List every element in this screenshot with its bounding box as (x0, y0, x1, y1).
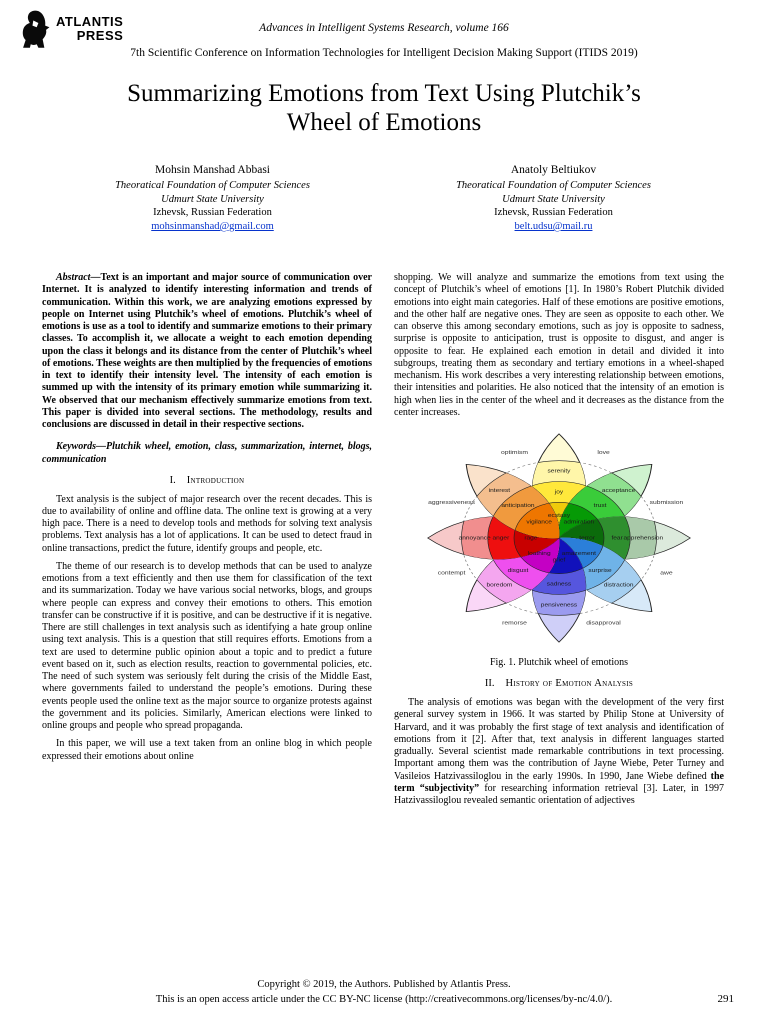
author-1-affiliation: Theoratical Foundation of Computer Sciences (115, 179, 310, 191)
keywords-text: Plutchik wheel, emotion, class, summarization, internet, blogs, communication (42, 441, 372, 465)
section-1-number: I. (169, 474, 176, 486)
author-1-email-link[interactable]: mohsinmanshad@gmail.com (151, 220, 274, 232)
emotion-label-apprehension: apprehension (623, 535, 664, 542)
emotion-label-disgust: disgust (507, 568, 529, 574)
author-2-affiliation: Theoratical Foundation of Computer Sciences (456, 179, 651, 191)
emotion-label-sadness: sadness (546, 581, 572, 588)
author-2-city: Izhevsk, Russian Federation (494, 207, 613, 219)
keywords-paragraph (42, 441, 372, 466)
plutchik-wheel-svg (409, 425, 709, 651)
abstract-lead: Abstract (56, 272, 91, 283)
section-2-number: II. (484, 678, 495, 690)
dyad-label-contempt: contempt (437, 570, 466, 577)
section-2-title: History of Emotion Analysis (505, 678, 634, 690)
history-text-post: for researching information retrieval [3]. Later, in 1997 Hatzivassiloglou revealed semantic orientation of adjectives (394, 782, 724, 807)
emotion-label-vigilance: vigilance (526, 520, 552, 526)
journal-line: Advances in Intelligent Systems Research, volume 166 (259, 22, 509, 34)
emotion-label-fear: fear (611, 535, 623, 542)
author-2-name: Anatoly Beltiukov (510, 164, 597, 176)
emotion-label-rage: rage (524, 535, 538, 542)
intro-paragraph-1: Text analysis is the subject of major research over the recent decades. This is due to availability of online and offline data. The online text is growing at a very high pace. There is a need to develop tools and methods for solving text analysis problems. Text analysis has a lot of applications. It can be used to detect fraud in online transactions, predict the future, identify groups and people, etc. (42, 493, 372, 554)
emotion-label-ecstasy: ecstasy (547, 513, 571, 519)
continuation-paragraph: shopping. We will analyze and summarize the emotions from text using the concept of Plutchik’s wheel of emotions [1]. In 1980’s Robert Plutchik divided emotions into eight main categories. Half of these emotions are positive emotions, and the other half are negative ones. They are seen as opposite to each other. We can observe this among secondary emotions, such as joy is opposite to sadness, surprise is opposite to anticipation, trust is opposite to disgust, and anger is opposite to fear. He explained each emotion in detail and divided it into subgroups, treating them as secondary and tertiary emotions in a wheel-shaped mechanism. His work describes a very interesting relationship between emotions, their intensities and polarities. He also noticed that the intensity of an emotion is high when lies in the center of the wheel and it decreases as the distance from the center increases. (394, 272, 724, 418)
keywords-dash: — (96, 441, 106, 453)
author-1-city: Izhevsk, Russian Federation (153, 207, 272, 219)
emotion-label-trust: trust (593, 503, 607, 509)
dyad-label-remorse: remorse (502, 620, 527, 627)
intro-paragraph-3: In this paper, we will use a text taken from an online blog in which people expressed their emotions about online (42, 738, 372, 762)
emotion-label-anticipation: anticipation (501, 503, 535, 509)
section-1-title: Introduction (186, 474, 245, 486)
abstract-paragraph (42, 272, 372, 431)
abstract-dash: — (90, 272, 101, 283)
paper-title-line1: Summarizing Emotions from Text Using Plutchik’s (127, 80, 641, 107)
emotion-label-annoyance: annoyance (458, 535, 491, 542)
emotion-label-surprise: surprise (588, 568, 612, 574)
right-column (394, 272, 724, 813)
emotion-label-grief: grief (552, 558, 566, 564)
author-2 (383, 163, 724, 234)
paper-title (0, 80, 768, 137)
copyright-line: Copyright © 2019, the Authors. Published by Atlantis Press. (257, 979, 511, 990)
page-number: 291 (717, 993, 734, 1005)
emotion-label-loathing: loathing (527, 551, 551, 557)
emotion-label-pensiveness: pensiveness (540, 602, 578, 609)
dyad-label-disapproval: disapproval (586, 620, 621, 627)
emotion-label-boredom: boredom (486, 583, 513, 589)
author-1-university: Udmurt State University (161, 193, 264, 205)
abstract-text: Text is an important and major source of communication over Internet. It is analyzed to identify interesting information and trends of communication. Within this work, we are analyzing emotions expressed by people on Internet using Plutchik’s wheel of emotions. Plutchik’s wheel of emotions is use as a tool to identify and summarize emotions to their primary classes. To accomplish it, we allocate a weight to each emotion depending upon the class it belongs and its distance from the center of Plutchik’s wheel of emotions. These weights are then multiplied by the frequencies of emotions in text to identify their intensity level. The intensity of each emotion is summed up with the intensity of its primary emotion while summarizing it. We observed that our mechanism effectively summarize emotions from text. This paper is divided into several sections. The methodology, results and conclusions are discussed in detail in their respective sections. (42, 272, 372, 430)
logo-line2: PRESS (76, 28, 124, 43)
history-paragraph-1 (394, 697, 724, 807)
emotion-label-admiration: admiration (563, 520, 595, 526)
emotion-label-interest: interest (488, 488, 511, 494)
figure-1 (394, 425, 724, 669)
author-2-email-link[interactable]: belt.udsu@mail.ru (514, 220, 593, 232)
history-highlight-phrase: the term “subjectivity” (394, 770, 724, 794)
keywords-lead: Keywords (56, 441, 96, 453)
dyad-label-optimism: optimism (500, 449, 528, 456)
page-footer (0, 978, 768, 1008)
dyad-label-submission: submission (649, 499, 684, 506)
authors-block (42, 163, 724, 234)
intro-paragraph-2: The theme of our research is to develop methods that can be used to analyze emotions from a text efficiently and then use them for classification of the text and its summarization. Today we have various social networks, blogs, and groups where people can express and convey their emotions to others. This emotion transfer can be constructive if it is positive, and can be destructive if it is negative. There are still challenges in text analysis such as identifying a hate group online using text analysis. This is a question that still requires efforts. Emotions from a text are used to determine public opinion about a topic and to predict a future event based on it, such as election results, reaction to governmental policies, etc. The need of such system was seriously felt during the crisis of the Middle East, where governments failed to understand the people’s emotions. During these events people used the online text as the major source to organize protests against the government and its policies. Similarly, American elections were linked to online groups and people who spread propaganda. (42, 560, 372, 732)
plutchik-wheel-figure (409, 425, 709, 651)
left-column (42, 272, 372, 813)
emotion-label-distraction: distraction (603, 583, 634, 589)
emotion-label-acceptance: acceptance (601, 488, 636, 494)
figure-1-caption: Fig. 1. Plutchik wheel of emotions (489, 657, 629, 668)
emotion-label-amazement: amazement (561, 551, 596, 557)
paper-title-line2: Wheel of Emotions (286, 108, 482, 136)
emotion-label-serenity: serenity (547, 468, 571, 475)
license-line: This is an open access article under the CC BY-NC license (http://creativecommons.org/licenses/by-nc/4.0/). (155, 993, 613, 1005)
author-1-name: Mohsin Manshad Abbasi (155, 164, 270, 176)
dyad-label-awe: awe (660, 570, 673, 577)
history-text-pre: The analysis of emotions was began with the development of the very first general survey system in 1966. It was started by Philip Stone at University of Harvard, and it was probably the first stage of text analysis and identification of emotions from it [2]. After that, text analysis in different languages started gradually. Several scientist made remarkable contributions in text processing. Important among them was the contribution of Jayne Wiebe, Peter Turney and Vasileios Hatzivassiloglou in the early 1990s. In 1990, Jane Wiebe defined (394, 697, 724, 782)
emotion-label-anger: anger (492, 535, 510, 542)
body-columns (42, 272, 724, 813)
author-1 (42, 163, 383, 234)
section-1-heading (42, 475, 372, 488)
dyad-label-love: love (597, 449, 610, 456)
conference-line: 7th Scientific Conference on Information Technologies for Intelligent Decision Making Support (ITIDS 2019) (130, 47, 638, 59)
author-2-university: Udmurt State University (502, 193, 605, 205)
section-2-heading (394, 678, 724, 691)
emotion-label-terror: terror (579, 535, 595, 542)
dyad-label-aggressiveness: aggressiveness (428, 499, 475, 506)
logo-line1: ATLANTIS (56, 13, 124, 29)
emotion-label-joy: joy (554, 489, 564, 496)
